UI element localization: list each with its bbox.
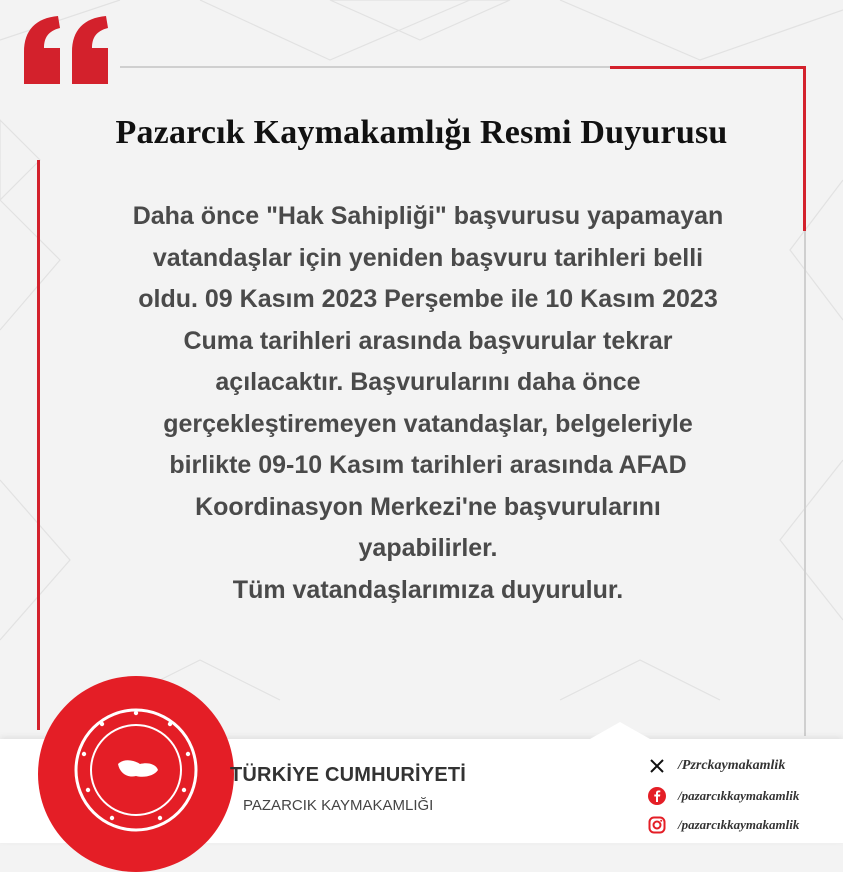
announcement-title: Pazarcık Kaymakamlığı Resmi Duyurusu (115, 114, 728, 151)
announcement-body (48, 196, 808, 611)
footer-notch (590, 722, 650, 742)
quote-mark-icon (20, 14, 115, 89)
ministry-emblem-icon (60, 698, 212, 843)
district-name: PAZARCIK KAYMAKAMLIĞI (243, 797, 434, 814)
facebook-icon (648, 787, 666, 805)
body-line: vatandaşlar için yeniden başvuru tarihleri belli (152, 243, 704, 272)
government-name: TÜRKİYE CUMHURİYETİ (230, 764, 467, 786)
frame-top-line (120, 66, 610, 68)
social-handle: /pazarcıkkaymakamlik (678, 788, 800, 803)
x-icon (648, 757, 666, 775)
body-line: birlikte 09-10 Kasım tarihleri arasında AFAD (169, 451, 687, 479)
frame-left-accent (37, 160, 40, 730)
body-line: oldu. 09 Kasım 2023 Perşembe ile 10 Kasım 2023 (138, 285, 718, 313)
social-facebook-link[interactable] (648, 787, 799, 805)
body-line: yapabilirler. (358, 534, 498, 562)
social-instagram-link[interactable] (648, 816, 799, 834)
body-line: açılacaktır. Başvurularını daha önce (215, 368, 641, 396)
body-line: Cuma tarihleri arasında başvurular tekrar (183, 326, 673, 355)
social-handle: /pazarcıkkaymakamlik (678, 817, 800, 832)
body-line: Koordinasyon Merkezi'ne başvurularını (195, 492, 661, 521)
frame-top-accent (610, 66, 806, 69)
body-line: gerçekleştiremeyen vatandaşlar, belgeleriyle (163, 409, 693, 438)
social-handle: /Pzrckaymakamlik (678, 758, 786, 773)
social-x-link[interactable] (648, 757, 785, 775)
body-line: Daha önce "Hak Sahipliği" başvurusu yapamayan (132, 202, 724, 230)
instagram-icon (648, 816, 666, 834)
body-line: Tüm vatandaşlarımıza duyurulur. (232, 575, 624, 604)
